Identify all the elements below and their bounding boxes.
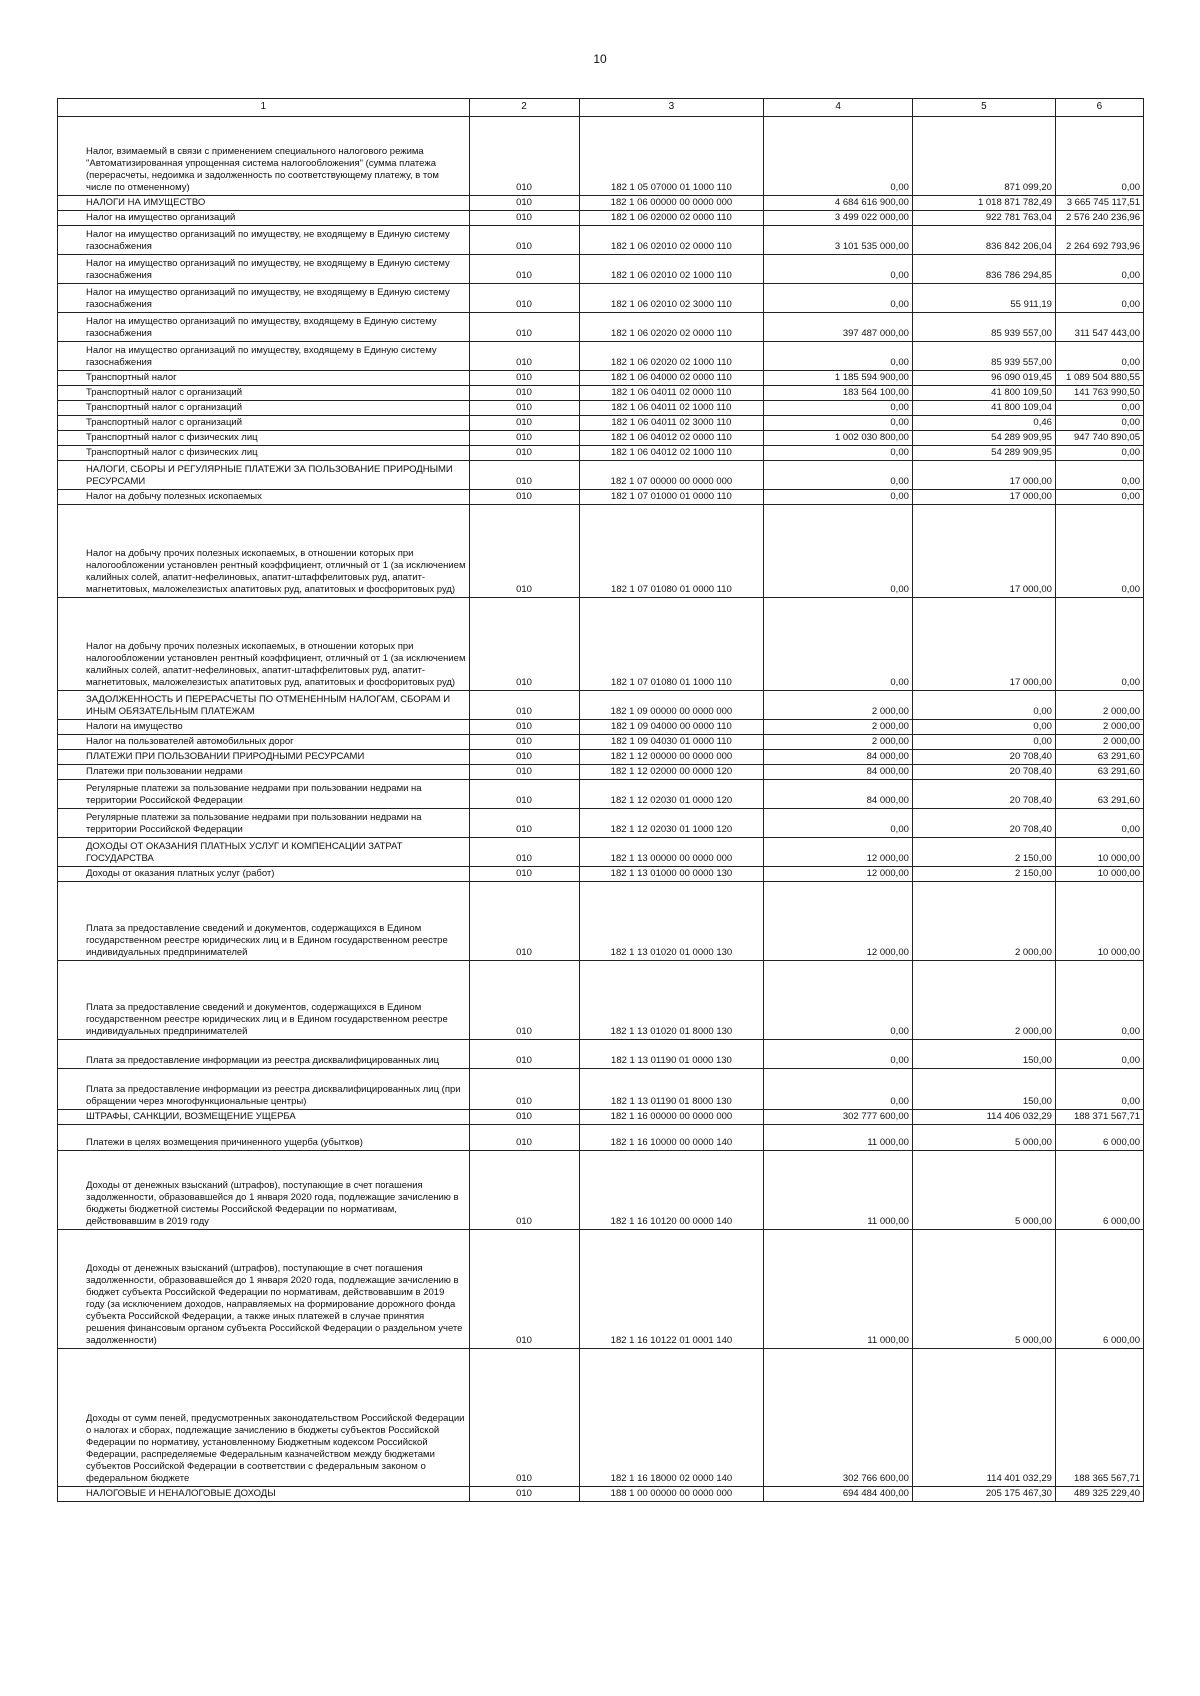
row-name: НАЛОГИ НА ИМУЩЕСТВО	[58, 196, 470, 211]
row-value-col5: 150,00	[912, 1040, 1055, 1069]
row-line-code: 010	[469, 1487, 579, 1502]
row-value-col5: 5 000,00	[912, 1125, 1055, 1151]
row-value-col4: 694 484 400,00	[764, 1487, 913, 1502]
row-value-col6: 0,00	[1055, 446, 1143, 461]
table-row	[58, 431, 1144, 446]
row-value-col4: 0,00	[764, 401, 913, 416]
row-classification-code: 182 1 07 01000 01 0000 110	[579, 490, 764, 505]
row-line-code: 010	[469, 765, 579, 780]
row-classification-code: 182 1 06 04011 02 3000 110	[579, 416, 764, 431]
row-name: Налог, взимаемый в связи с применением специального налогового режима "Автоматизированная упрощенная система налогообложения" (сумма платежа (перерасчеты, недоимка и задолженность по соответствующему платежу, в том числе по отмененному)	[58, 117, 470, 196]
row-value-col5: 17 000,00	[912, 490, 1055, 505]
column-header-2: 2	[469, 99, 579, 117]
row-classification-code: 188 1 00 00000 00 0000 000	[579, 1487, 764, 1502]
table-row	[58, 691, 1144, 720]
row-classification-code: 182 1 06 02020 02 0000 110	[579, 313, 764, 342]
row-name: Налог на имущество организаций	[58, 211, 470, 226]
column-header-4: 4	[764, 99, 913, 117]
row-name: Плата за предоставление сведений и документов, содержащихся в Едином государственном реестре юридических лиц и в Едином государственном реестре индивидуальных предпринимателей	[58, 961, 470, 1040]
row-value-col5: 85 939 557,00	[912, 342, 1055, 371]
row-value-col6: 6 000,00	[1055, 1230, 1143, 1349]
row-value-col5: 0,00	[912, 735, 1055, 750]
row-value-col4: 84 000,00	[764, 780, 913, 809]
row-classification-code: 182 1 05 07000 01 1000 110	[579, 117, 764, 196]
row-line-code: 010	[469, 313, 579, 342]
table-row	[58, 446, 1144, 461]
row-name: Транспортный налог с физических лиц	[58, 446, 470, 461]
table-row	[58, 1110, 1144, 1125]
row-value-col5: 17 000,00	[912, 461, 1055, 490]
row-classification-code: 182 1 09 00000 00 0000 000	[579, 691, 764, 720]
row-name: ШТРАФЫ, САНКЦИИ, ВОЗМЕЩЕНИЕ УЩЕРБА	[58, 1110, 470, 1125]
row-value-col4: 11 000,00	[764, 1230, 913, 1349]
row-value-col5: 1 018 871 782,49	[912, 196, 1055, 211]
row-classification-code: 182 1 06 02020 02 1000 110	[579, 342, 764, 371]
row-classification-code: 182 1 06 04000 02 0000 110	[579, 371, 764, 386]
row-classification-code: 182 1 06 02010 02 3000 110	[579, 284, 764, 313]
row-classification-code: 182 1 06 04011 02 0000 110	[579, 386, 764, 401]
table-row	[58, 720, 1144, 735]
row-value-col4: 0,00	[764, 961, 913, 1040]
table-row	[58, 226, 1144, 255]
row-name: Налог на имущество организаций по имуществу, входящему в Единую систему газоснабжения	[58, 342, 470, 371]
row-line-code: 010	[469, 490, 579, 505]
row-value-col4: 0,00	[764, 117, 913, 196]
row-line-code: 010	[469, 1151, 579, 1230]
row-line-code: 010	[469, 720, 579, 735]
row-value-col6: 0,00	[1055, 490, 1143, 505]
row-value-col4: 0,00	[764, 284, 913, 313]
row-line-code: 010	[469, 961, 579, 1040]
row-classification-code: 182 1 12 02000 00 0000 120	[579, 765, 764, 780]
row-classification-code: 182 1 13 00000 00 0000 000	[579, 838, 764, 867]
row-value-col4: 302 766 600,00	[764, 1349, 913, 1487]
row-value-col6: 311 547 443,00	[1055, 313, 1143, 342]
row-value-col5: 20 708,40	[912, 780, 1055, 809]
row-value-col6: 0,00	[1055, 809, 1143, 838]
row-value-col5: 20 708,40	[912, 765, 1055, 780]
row-value-col5: 0,46	[912, 416, 1055, 431]
row-classification-code: 182 1 16 10122 01 0001 140	[579, 1230, 764, 1349]
table-row	[58, 882, 1144, 961]
row-name: Регулярные платежи за пользование недрами при пользовании недрами на территории Российской Федерации	[58, 780, 470, 809]
row-name: Транспортный налог	[58, 371, 470, 386]
row-value-col4: 2 000,00	[764, 720, 913, 735]
row-line-code: 010	[469, 284, 579, 313]
row-line-code: 010	[469, 809, 579, 838]
row-classification-code: 182 1 06 02000 02 0000 110	[579, 211, 764, 226]
row-name: ДОХОДЫ ОТ ОКАЗАНИЯ ПЛАТНЫХ УСЛУГ И КОМПЕНСАЦИИ ЗАТРАТ ГОСУДАРСТВА	[58, 838, 470, 867]
row-classification-code: 182 1 13 01020 01 0000 130	[579, 882, 764, 961]
row-value-col5: 205 175 467,30	[912, 1487, 1055, 1502]
row-value-col4: 84 000,00	[764, 750, 913, 765]
row-classification-code: 182 1 16 10000 00 0000 140	[579, 1125, 764, 1151]
row-line-code: 010	[469, 117, 579, 196]
revenue-table	[57, 98, 1144, 1502]
row-value-col5: 54 289 909,95	[912, 431, 1055, 446]
table-row	[58, 961, 1144, 1040]
row-name: Плата за предоставление сведений и документов, содержащихся в Едином государственном реестре юридических лиц и в Едином государственном реестре индивидуальных предпринимателей	[58, 882, 470, 961]
row-value-col5: 54 289 909,95	[912, 446, 1055, 461]
column-header-1: 1	[58, 99, 470, 117]
row-classification-code: 182 1 13 01190 01 0000 130	[579, 1040, 764, 1069]
row-value-col5: 17 000,00	[912, 505, 1055, 598]
table-row	[58, 196, 1144, 211]
row-value-col4: 4 684 616 900,00	[764, 196, 913, 211]
row-classification-code: 182 1 09 04000 00 0000 110	[579, 720, 764, 735]
row-value-col4: 2 000,00	[764, 735, 913, 750]
row-value-col6: 947 740 890,05	[1055, 431, 1143, 446]
table-row	[58, 255, 1144, 284]
page-number: 10	[593, 52, 607, 66]
row-line-code: 010	[469, 1069, 579, 1110]
table-row	[58, 1151, 1144, 1230]
table-row	[58, 342, 1144, 371]
row-line-code: 010	[469, 226, 579, 255]
row-value-col4: 1 002 030 800,00	[764, 431, 913, 446]
table-row	[58, 386, 1144, 401]
row-value-col6: 188 371 567,71	[1055, 1110, 1143, 1125]
row-name: Налог на добычу прочих полезных ископаемых, в отношении которых при налогообложении установлен рентный коэффициент, отличный от 1 (за исключением калийных солей, апатит-нефелиновых, апатит-штаффелитовых руд, апатит-магнетитовых, маложелезистых апатитовых руд, апатитовых и фосфоритовых руд)	[58, 598, 470, 691]
row-line-code: 010	[469, 1349, 579, 1487]
row-classification-code: 182 1 13 01190 01 8000 130	[579, 1069, 764, 1110]
row-line-code: 010	[469, 1230, 579, 1349]
row-value-col6: 0,00	[1055, 416, 1143, 431]
row-line-code: 010	[469, 1040, 579, 1069]
row-value-col6: 10 000,00	[1055, 867, 1143, 882]
row-value-col6: 2 264 692 793,96	[1055, 226, 1143, 255]
row-value-col6: 0,00	[1055, 598, 1143, 691]
row-name: Доходы от денежных взысканий (штрафов), поступающие в счет погашения задолженности, образовавшейся до 1 января 2020 года, подлежащие зачислению в бюджет субъекта Российской Федерации по нормативам, действовавшим в 2019 году (за исключением доходов, направляемых на формирование дорожного фонда субъекта Российской Федерации, а также иных платежей в случае принятия решения финансовым органом субъекта Российской Федерации о раздельном учете задолженности)	[58, 1230, 470, 1349]
row-classification-code: 182 1 12 02030 01 0000 120	[579, 780, 764, 809]
row-classification-code: 182 1 06 02010 02 0000 110	[579, 226, 764, 255]
row-line-code: 010	[469, 211, 579, 226]
row-classification-code: 182 1 06 02010 02 1000 110	[579, 255, 764, 284]
row-classification-code: 182 1 13 01020 01 8000 130	[579, 961, 764, 1040]
row-value-col6: 141 763 990,50	[1055, 386, 1143, 401]
row-value-col4: 0,00	[764, 809, 913, 838]
row-classification-code: 182 1 07 01080 01 0000 110	[579, 505, 764, 598]
row-name: Налог на добычу полезных ископаемых	[58, 490, 470, 505]
row-value-col6: 10 000,00	[1055, 882, 1143, 961]
row-line-code: 010	[469, 386, 579, 401]
row-value-col6: 0,00	[1055, 284, 1143, 313]
row-value-col5: 41 800 109,04	[912, 401, 1055, 416]
row-value-col5: 2 150,00	[912, 838, 1055, 867]
row-value-col5: 0,00	[912, 691, 1055, 720]
row-value-col6: 0,00	[1055, 1069, 1143, 1110]
row-value-col6: 2 000,00	[1055, 691, 1143, 720]
row-value-col4: 0,00	[764, 1069, 913, 1110]
table-row	[58, 461, 1144, 490]
table-row	[58, 1487, 1144, 1502]
row-line-code: 010	[469, 882, 579, 961]
row-value-col4: 12 000,00	[764, 882, 913, 961]
row-name: Доходы от сумм пеней, предусмотренных законодательством Российской Федерации о налогах и сборах, подлежащие зачислению в бюджеты субъектов Российской Федерации по нормативу, установленному Бюджетным кодексом Российской Федерации, распределяемые Федеральным казначейством между бюджетами субъектов Российской Федерации в соответствии с федеральным законом о федеральном бюджете	[58, 1349, 470, 1487]
row-value-col4: 0,00	[764, 505, 913, 598]
row-value-col6: 6 000,00	[1055, 1125, 1143, 1151]
row-value-col6: 2 576 240 236,96	[1055, 211, 1143, 226]
row-value-col5: 5 000,00	[912, 1230, 1055, 1349]
table-row	[58, 780, 1144, 809]
table-row	[58, 284, 1144, 313]
row-name: НАЛОГОВЫЕ И НЕНАЛОГОВЫЕ ДОХОДЫ	[58, 1487, 470, 1502]
row-value-col4: 2 000,00	[764, 691, 913, 720]
row-name: Транспортный налог с организаций	[58, 386, 470, 401]
row-value-col6: 188 365 567,71	[1055, 1349, 1143, 1487]
table-row	[58, 117, 1144, 196]
row-value-col6: 3 665 745 117,51	[1055, 196, 1143, 211]
row-value-col5: 836 842 206,04	[912, 226, 1055, 255]
row-line-code: 010	[469, 1125, 579, 1151]
row-value-col6: 0,00	[1055, 401, 1143, 416]
row-value-col5: 871 099,20	[912, 117, 1055, 196]
table-row	[58, 1230, 1144, 1349]
row-value-col6: 63 291,60	[1055, 780, 1143, 809]
row-line-code: 010	[469, 255, 579, 284]
row-value-col6: 63 291,60	[1055, 750, 1143, 765]
table-row	[58, 1069, 1144, 1110]
row-value-col5: 17 000,00	[912, 598, 1055, 691]
row-line-code: 010	[469, 416, 579, 431]
table-row	[58, 809, 1144, 838]
column-header-5: 5	[912, 99, 1055, 117]
row-value-col6: 63 291,60	[1055, 765, 1143, 780]
row-classification-code: 182 1 12 02030 01 1000 120	[579, 809, 764, 838]
row-line-code: 010	[469, 750, 579, 765]
row-value-col5: 96 090 019,45	[912, 371, 1055, 386]
row-name: Налог на имущество организаций по имуществу, не входящему в Единую систему газоснабжения	[58, 255, 470, 284]
row-value-col6: 0,00	[1055, 342, 1143, 371]
row-value-col4: 302 777 600,00	[764, 1110, 913, 1125]
row-value-col6: 10 000,00	[1055, 838, 1143, 867]
table-row	[58, 416, 1144, 431]
row-value-col4: 11 000,00	[764, 1125, 913, 1151]
row-classification-code: 182 1 06 04012 02 1000 110	[579, 446, 764, 461]
row-value-col4: 0,00	[764, 598, 913, 691]
row-value-col5: 114 401 032,29	[912, 1349, 1055, 1487]
row-value-col5: 836 786 294,85	[912, 255, 1055, 284]
column-header-3: 3	[579, 99, 764, 117]
row-value-col6: 0,00	[1055, 1040, 1143, 1069]
row-name: НАЛОГИ, СБОРЫ И РЕГУЛЯРНЫЕ ПЛАТЕЖИ ЗА ПОЛЬЗОВАНИЕ ПРИРОДНЫМИ РЕСУРСАМИ	[58, 461, 470, 490]
row-value-col4: 1 185 594 900,00	[764, 371, 913, 386]
table-row	[58, 735, 1144, 750]
row-value-col5: 2 000,00	[912, 882, 1055, 961]
row-name: Доходы от оказания платных услуг (работ)	[58, 867, 470, 882]
table-row	[58, 1125, 1144, 1151]
row-value-col4: 0,00	[764, 342, 913, 371]
row-value-col4: 3 499 022 000,00	[764, 211, 913, 226]
row-value-col4: 12 000,00	[764, 838, 913, 867]
row-line-code: 010	[469, 401, 579, 416]
row-name: ЗАДОЛЖЕННОСТЬ И ПЕРЕРАСЧЕТЫ ПО ОТМЕНЕННЫМ НАЛОГАМ, СБОРАМ И ИНЫМ ОБЯЗАТЕЛЬНЫМ ПЛАТЕЖАМ	[58, 691, 470, 720]
row-value-col5: 922 781 763,04	[912, 211, 1055, 226]
row-name: Плата за предоставление информации из реестра дисквалифицированных лиц	[58, 1040, 470, 1069]
row-line-code: 010	[469, 461, 579, 490]
row-value-col4: 0,00	[764, 416, 913, 431]
row-value-col4: 0,00	[764, 255, 913, 284]
row-classification-code: 182 1 06 04012 02 0000 110	[579, 431, 764, 446]
row-classification-code: 182 1 16 10120 00 0000 140	[579, 1151, 764, 1230]
table-row	[58, 371, 1144, 386]
row-name: ПЛАТЕЖИ ПРИ ПОЛЬЗОВАНИИ ПРИРОДНЫМИ РЕСУРСАМИ	[58, 750, 470, 765]
row-value-col4: 12 000,00	[764, 867, 913, 882]
table-row	[58, 867, 1144, 882]
row-name: Регулярные платежи за пользование недрами при пользовании недрами на территории Российской Федерации	[58, 809, 470, 838]
row-value-col5: 20 708,40	[912, 750, 1055, 765]
row-value-col6: 2 000,00	[1055, 720, 1143, 735]
row-value-col5: 55 911,19	[912, 284, 1055, 313]
table-row	[58, 313, 1144, 342]
row-value-col5: 114 406 032,29	[912, 1110, 1055, 1125]
row-value-col6: 1 089 504 880,55	[1055, 371, 1143, 386]
row-line-code: 010	[469, 1110, 579, 1125]
row-value-col6: 0,00	[1055, 505, 1143, 598]
row-value-col4: 0,00	[764, 1040, 913, 1069]
row-classification-code: 182 1 16 18000 02 0000 140	[579, 1349, 764, 1487]
row-value-col5: 0,00	[912, 720, 1055, 735]
row-value-col4: 84 000,00	[764, 765, 913, 780]
row-name: Транспортный налог с физических лиц	[58, 431, 470, 446]
table-row	[58, 1349, 1144, 1487]
header-row	[58, 99, 1144, 117]
row-line-code: 010	[469, 196, 579, 211]
table-row	[58, 1040, 1144, 1069]
row-classification-code: 182 1 06 00000 00 0000 000	[579, 196, 764, 211]
row-classification-code: 182 1 06 04011 02 1000 110	[579, 401, 764, 416]
row-value-col4: 397 487 000,00	[764, 313, 913, 342]
row-name: Налог на имущество организаций по имуществу, входящему в Единую систему газоснабжения	[58, 313, 470, 342]
row-value-col4: 0,00	[764, 461, 913, 490]
table-row	[58, 490, 1144, 505]
table-row	[58, 765, 1144, 780]
row-classification-code: 182 1 16 00000 00 0000 000	[579, 1110, 764, 1125]
row-name: Плата за предоставление информации из реестра дисквалифицированных лиц (при обращении через многофункциональные центры)	[58, 1069, 470, 1110]
row-value-col4: 183 564 100,00	[764, 386, 913, 401]
row-value-col6: 6 000,00	[1055, 1151, 1143, 1230]
row-value-col6: 0,00	[1055, 117, 1143, 196]
table-row	[58, 598, 1144, 691]
row-classification-code: 182 1 13 01000 00 0000 130	[579, 867, 764, 882]
table-row	[58, 401, 1144, 416]
row-line-code: 010	[469, 838, 579, 867]
table-row	[58, 838, 1144, 867]
row-name: Транспортный налог с организаций	[58, 401, 470, 416]
row-name: Налог на пользователей автомобильных дорог	[58, 735, 470, 750]
row-line-code: 010	[469, 780, 579, 809]
row-line-code: 010	[469, 431, 579, 446]
row-value-col5: 2 150,00	[912, 867, 1055, 882]
row-value-col6: 0,00	[1055, 461, 1143, 490]
table-row	[58, 750, 1144, 765]
row-line-code: 010	[469, 446, 579, 461]
row-value-col4: 11 000,00	[764, 1151, 913, 1230]
table-row	[58, 505, 1144, 598]
row-value-col5: 85 939 557,00	[912, 313, 1055, 342]
row-value-col5: 2 000,00	[912, 961, 1055, 1040]
row-classification-code: 182 1 09 04030 01 0000 110	[579, 735, 764, 750]
row-line-code: 010	[469, 371, 579, 386]
row-line-code: 010	[469, 867, 579, 882]
row-line-code: 010	[469, 342, 579, 371]
row-value-col5: 41 800 109,50	[912, 386, 1055, 401]
row-name: Налоги на имущество	[58, 720, 470, 735]
row-value-col6: 2 000,00	[1055, 735, 1143, 750]
row-name: Платежи в целях возмещения причиненного ущерба (убытков)	[58, 1125, 470, 1151]
table-row	[58, 211, 1144, 226]
row-value-col5: 20 708,40	[912, 809, 1055, 838]
column-header-6: 6	[1055, 99, 1143, 117]
row-value-col6: 489 325 229,40	[1055, 1487, 1143, 1502]
row-classification-code: 182 1 12 00000 00 0000 000	[579, 750, 764, 765]
row-name: Платежи при пользовании недрами	[58, 765, 470, 780]
row-value-col4: 0,00	[764, 490, 913, 505]
row-value-col5: 150,00	[912, 1069, 1055, 1110]
row-name: Налог на добычу прочих полезных ископаемых, в отношении которых при налогообложении установлен рентный коэффициент, отличный от 1 (за исключением калийных солей, апатит-нефелиновых, апатит-штаффелитовых руд, апатит-магнетитовых, маложелезистых апатитовых руд, апатитовых и фосфоритовых руд)	[58, 505, 470, 598]
row-name: Налог на имущество организаций по имуществу, не входящему в Единую систему газоснабжения	[58, 226, 470, 255]
row-classification-code: 182 1 07 01080 01 1000 110	[579, 598, 764, 691]
row-name: Доходы от денежных взысканий (штрафов), поступающие в счет погашения задолженности, образовавшейся до 1 января 2020 года, подлежащие зачислению в бюджеты бюджетной системы Российской Федерации по нормативам, действовавшим в 2019 году	[58, 1151, 470, 1230]
row-value-col6: 0,00	[1055, 255, 1143, 284]
row-name: Налог на имущество организаций по имуществу, не входящему в Единую систему газоснабжения	[58, 284, 470, 313]
row-value-col5: 5 000,00	[912, 1151, 1055, 1230]
row-line-code: 010	[469, 598, 579, 691]
row-classification-code: 182 1 07 00000 00 0000 000	[579, 461, 764, 490]
row-value-col6: 0,00	[1055, 961, 1143, 1040]
row-value-col4: 3 101 535 000,00	[764, 226, 913, 255]
row-line-code: 010	[469, 691, 579, 720]
row-line-code: 010	[469, 735, 579, 750]
row-line-code: 010	[469, 505, 579, 598]
row-name: Транспортный налог с организаций	[58, 416, 470, 431]
row-value-col4: 0,00	[764, 446, 913, 461]
